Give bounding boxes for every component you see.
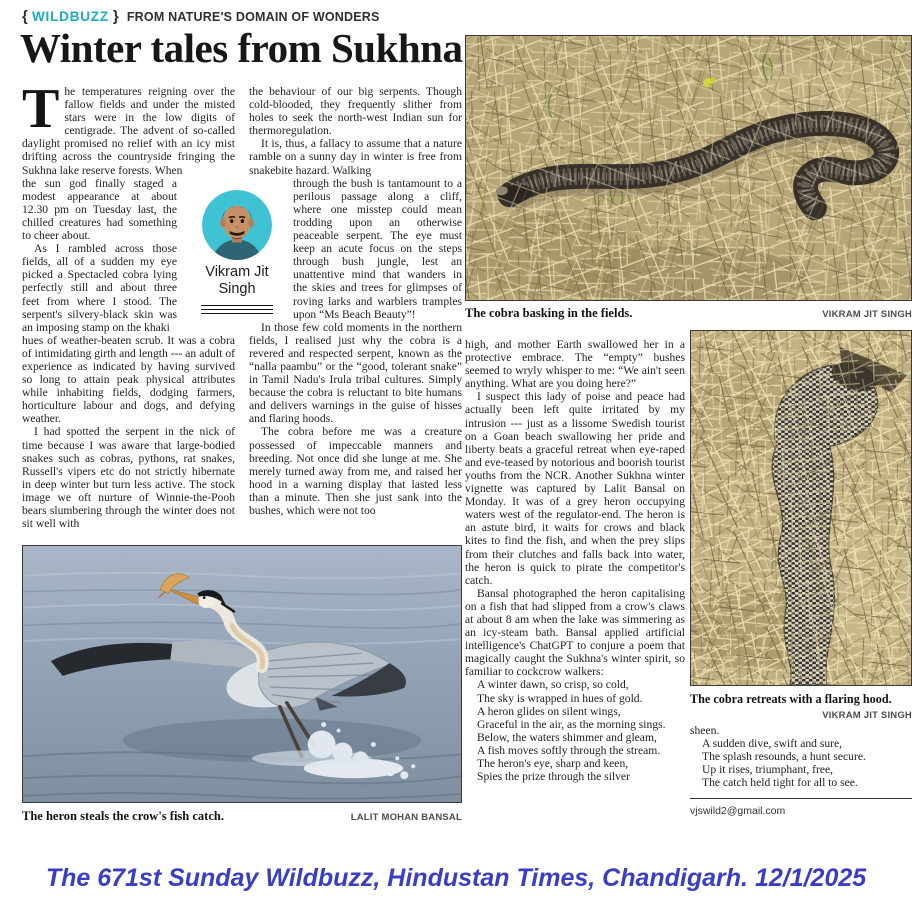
cobra-basking-credit: VIKRAM JIT SINGH	[822, 309, 912, 320]
drop-cap: T	[22, 78, 60, 140]
cobra-basking-photo	[465, 35, 912, 301]
author-name	[183, 264, 291, 298]
col1-paragraph-3: I had spotted the serpent in the nick of time because I was aware that large-bodied snakes such as cobras, pythons, rat snakes, Russell's vipers etc do not strictly hibernate in deep winter but turn less active. The stock image we oft nurture of Winnie-the-Pooh bears slumbering through the winter does not sit well with	[22, 425, 235, 531]
heron-credit: LALIT MOHAN BANSAL	[350, 812, 462, 823]
poem-line: A sudden dive, swift and sure,	[702, 737, 843, 751]
poem-line: The catch held tight for all to see.	[702, 776, 858, 790]
cobra-retreat-credit: VIKRAM JIT SINGH	[822, 710, 912, 721]
article-column-4	[690, 724, 912, 819]
col1-seg-b1: the sun god finally staged a modest appearance at about 12.30 pm on Tuesday last, the chilled creatures had something to cheer about.	[22, 176, 177, 243]
col2-paragraph-2-wrap: through the bush is tantamount to a perilous passage along a cliff, where one misstep could mean trodding upon an otherwise peaceable serpent. The eye must keep an acute focus on the steps through bush jungle, lest an unattentive mind that wanders in the skies and trees for glimpses of roving larks and warblers tramples upon “Ms Beach Beauty”!	[293, 176, 462, 321]
poem-line: The sky is wrapped in hues of gold.	[477, 691, 643, 705]
edition-footer: The 671st Sunday Wildbuzz, Hindustan Times, Chandigarh. 12/1/2025	[45, 864, 867, 892]
kicker-brace-right: }	[112, 8, 119, 25]
col1-paragraph-1	[22, 78, 235, 177]
author-photo	[202, 190, 272, 260]
poem-line: Up it rises, triumphant, free,	[702, 763, 834, 777]
poem-line: A fish moves softly through the stream.	[477, 743, 661, 757]
poem-line: A heron glides on silent wings,	[477, 704, 621, 718]
col2-paragraph-4: The cobra before me was a creature possessed of impeccable manners and breeding. Not once did she lunge at me. She merely turned away from me, and raised her hood in a warning display that lasted less than a minute. Then she just sank into the bushes, which were not too	[249, 425, 462, 517]
author-email: vjswild2@gmail.com	[690, 805, 786, 818]
col3-paragraph-3: Bansal photographed the heron capitalising on a fish that had slipped from a crow's claws at about 8 am when the lake was simmering as an icy-steam bath. Bansal applied artificial intelligence's ChatGPT to conjure a poem that magically caught the Sukhna's winter spirit, so familiar to cockcrow walkers:	[465, 586, 685, 679]
col1-seg-c: hues of weather-beaten scrub. It was a cobra of intimidating girth and length --- an adult of experience as indicated by having survived so long to attain peak physical attributes while inhabiting fields, dodging farmers, horticulture labour and dogs, and defying weather.	[22, 333, 235, 426]
poem-line: The heron's eye, sharp and keen,	[477, 757, 629, 770]
heron-caption-row	[22, 809, 462, 824]
col2-wrap-region	[293, 177, 462, 321]
cobra-basking-illustration	[466, 36, 911, 300]
poem-line: Graceful in the air, as the morning sings.	[477, 717, 666, 731]
cobra-retreat-photo	[690, 330, 912, 686]
heron-photo	[22, 545, 462, 803]
author-name-line1: Vikram Jit	[205, 264, 269, 280]
poem-line: The splash resounds, a hunt secure.	[702, 750, 866, 764]
col3-paragraph-1: high, and mother Earth swallowed her in a protective embrace. The “empty” bushes seemed to wryly whisper to me: “We ain't seen anything. What are you doing here?”	[465, 338, 685, 391]
wildbuzz-brand: WILDBUZZ	[32, 9, 109, 24]
cobra-basking-caption-row	[465, 306, 912, 321]
poem-line: A winter dawn, so crisp, so cold,	[477, 678, 629, 692]
heron-caption: The heron steals the crow's fish catch.	[22, 809, 224, 823]
kicker-tagline: FROM NATURE'S DOMAIN OF WONDERS	[126, 10, 380, 24]
heron-illustration	[23, 546, 461, 802]
author-name-line2: Singh	[218, 281, 256, 297]
col1-seg-a: he temperatures reigning over the fallow fields and under the misted stars were in the low digits of centigrade. The advent of so-called daylight promised no relief with an icy mist drifting across the countryside fringing the Sukhna lake reserve forests. When	[22, 85, 235, 177]
col2-paragraph-1: the behaviour of our big serpents. Though cold-blooded, they frequently slither from holes to seek the north-west Indian sun for thermoregulation.	[249, 85, 462, 138]
col4-lead: sheen.	[690, 724, 720, 737]
poem-line: Spies the prize through the silver	[477, 770, 630, 784]
col1-seg-b2: As I rambled across those fields, all of a sudden my eye picked a Spectacled cobra lying perfectly still and about three feet from where I stood. The serpent's silvery-black skin was an imposing stamp on the khaki	[22, 242, 177, 334]
kicker-brace-left: {	[22, 8, 29, 25]
cobra-retreat-caption-row	[690, 690, 912, 721]
cobra-retreat-caption: The cobra retreats with a flaring hood.	[690, 692, 892, 706]
author-divider	[201, 305, 273, 314]
col3-paragraph-2: I suspect this lady of poise and peace had actually been left quite irritated by my intrusion --- just as a lissome Swedish tourist on a Goan beach swallowing her pride and liberty beats a graceful retreat when eye-raped and eve-teased by notorious and boorish tourist youths from the NCR. Another Sukhna winter vignette was captured by Lalit Bansal on Monday. It was of a grey heron occupying waters west of the regulator-end. The heron is an astute bird, it waits for crows and black kites to find the fish, and when the prey slips from their clutches and falls back into water, the heron is quick to pirate the competitor's catch.	[465, 390, 685, 587]
cobra-basking-caption: The cobra basking in the fields.	[465, 306, 633, 320]
article-title: Winter tales from Sukhna	[20, 25, 463, 71]
col2-paragraph-2-start: It is, thus, a fallacy to assume that a nature ramble on a sunny day in winter is free from snakebite hazard. Walking	[249, 137, 462, 177]
section-kicker	[22, 8, 380, 25]
cobra-retreat-illustration	[691, 331, 911, 685]
author-block	[183, 188, 291, 316]
poem-line: Below, the waters shimmer and gleam,	[477, 730, 657, 744]
col2-paragraph-3: In those few cold moments in the northern fields, I realised just why the cobra is a revered and respected serpent, known as the “nalla paambu” or the “good, tolerant snake” in Tamil Nadu's Irula tribal cultures. Simply because the cobra is reluctant to bite humans and delivers warnings in the guise of hisses and flaring hoods.	[249, 320, 462, 426]
email-divider	[690, 798, 912, 799]
article-column-3	[465, 338, 685, 783]
